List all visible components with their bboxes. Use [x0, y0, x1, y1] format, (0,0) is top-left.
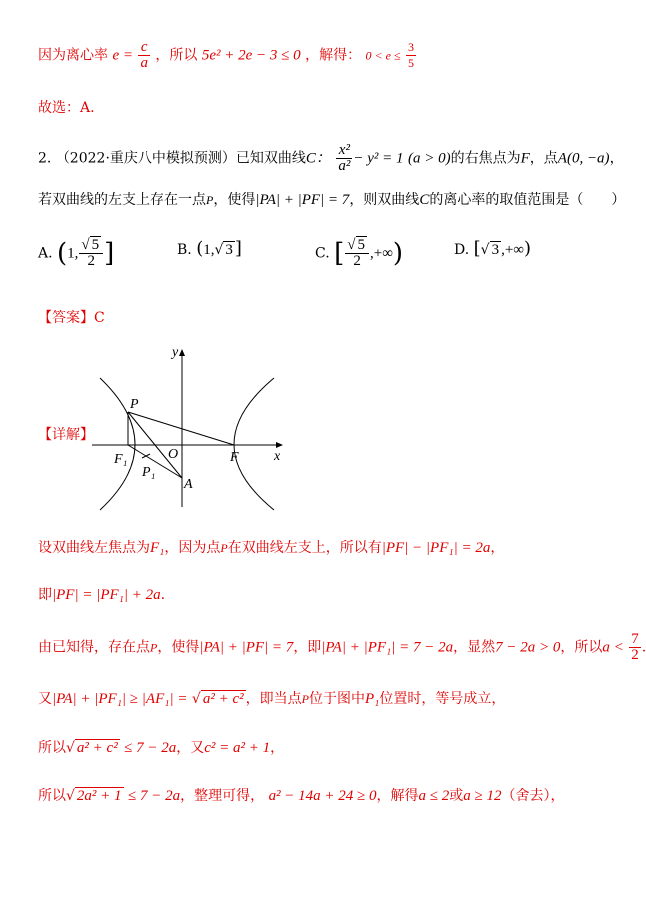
fraction-7-over-2 [629, 632, 641, 663]
answer-label: 【答案】 [38, 310, 94, 326]
math-eq: a ≤ 2 [418, 788, 450, 804]
option-a-label: A. [38, 245, 53, 262]
math-e-eq: e = [112, 47, 133, 64]
problem-source: （2022·重庆八中模拟预测） [55, 150, 236, 167]
math-eq: |PA| + |PF| = 7 [199, 639, 294, 656]
bracket: ] [104, 238, 115, 269]
text: ，又 [176, 740, 205, 756]
numerator: 7 [631, 631, 639, 647]
radicand: 5 [357, 237, 366, 253]
denominator: a [140, 55, 148, 71]
text: ，使得 [157, 639, 200, 656]
text: 又 [38, 691, 52, 707]
label-P1: P₁ [142, 465, 156, 480]
math-A-point: A(0, −a) [557, 150, 610, 167]
text: ，解得： [305, 47, 362, 64]
option-d-label: D. [454, 242, 470, 258]
math-eq: ≤ 7 − 2a [124, 740, 177, 756]
text: 的离心率的取值范围是（ ） [429, 192, 626, 208]
text: 在双曲线左支上，所以有 [227, 540, 382, 556]
text: . [641, 639, 646, 656]
text: ，因为点 [164, 540, 221, 556]
text: ， [609, 150, 624, 167]
math-eq: ≤ 7 − 2a [128, 788, 181, 804]
math-eq: 7 − 2a > 0 [495, 639, 561, 656]
radicand: a² + c² [202, 691, 244, 707]
text: 或 [449, 788, 464, 804]
option-b-label: B. [177, 242, 192, 258]
solution-line-1 [38, 537, 504, 557]
text: 即 [38, 587, 52, 603]
label-F: F [230, 450, 239, 465]
text: ，显然 [453, 639, 496, 656]
math-eq: |PF| = |PF₁| + 2a [52, 587, 161, 603]
segment-PF [128, 412, 234, 445]
solution-line-6: 所以√ 2a² + 1 ≤ 7 − 2a，整理可得， a² − 14a + 24 ≥ 0，解得a ≤ 2或a ≥ 12（舍去）， [38, 788, 565, 804]
math-result: 0 < e ≤ [365, 48, 401, 63]
fraction-c-over-a [138, 40, 150, 71]
math-C: C： [305, 150, 331, 167]
denominator: 2 [631, 647, 639, 663]
radicand: 3 [491, 242, 500, 258]
text: . [160, 587, 166, 603]
radicand: a² + c² [76, 740, 118, 756]
top-solution-line [38, 40, 417, 71]
hyperbola-right-branch [234, 378, 274, 510]
text: 所以 [38, 740, 66, 756]
choice-line: 故选：A. [38, 100, 95, 116]
math-F1: F₁ [150, 540, 165, 556]
option-c-right: ,+∞ [370, 245, 393, 262]
fraction-3-over-5 [406, 40, 416, 71]
bracket: ( [57, 238, 68, 269]
math-P: P [150, 640, 158, 655]
label-A: A [184, 477, 193, 492]
text: ，点 [529, 150, 558, 167]
math-a-lt: a < [602, 639, 624, 656]
text: ，解得 [376, 788, 419, 804]
label-F1: F₁ [114, 452, 128, 467]
option-d[interactable]: D. [√ 3 ,+∞) [454, 238, 532, 259]
denominator: 2 [87, 253, 96, 269]
numerator: 3 [408, 40, 415, 54]
radicand: 5 [91, 237, 100, 253]
text: ，则双曲线 [349, 192, 420, 208]
option-b[interactable]: B. (1,√ 3 ] [177, 238, 242, 259]
numerator: √ 5 [345, 238, 369, 254]
option-d-right: ,+∞ [501, 242, 524, 258]
fraction-x2-over-a2 [336, 143, 352, 174]
denominator: 2 [353, 253, 361, 269]
math-F: F [520, 150, 530, 167]
math-C: C [419, 192, 430, 208]
problem-line-2 [38, 189, 625, 209]
text: 因为离心率 [38, 47, 108, 64]
label-y: y [172, 345, 179, 360]
text: ，所以 [155, 47, 198, 64]
answer-line [38, 307, 105, 327]
text: 由已知得，存在点 [38, 639, 150, 656]
text: ， [490, 540, 505, 556]
fraction-sqrt5-over-2 [79, 238, 103, 269]
option-b-left: 1, [203, 242, 215, 258]
text: ，即当点 [245, 691, 302, 707]
problem-line-1 [38, 143, 624, 174]
numerator: c [138, 40, 150, 56]
problem-number: 2. [38, 150, 52, 167]
math-inequality: 5e² + 2e − 3 ≤ 0 [201, 47, 301, 64]
math-eq: |PA| + |PF₁| ≥ |AF₁| = [52, 691, 188, 707]
text: ，即 [293, 639, 322, 656]
numerator: x² [336, 143, 352, 159]
math-eq: a² − 14a + 24 ≥ 0 [268, 788, 377, 804]
text: 若双曲线的左支上存在一点 [38, 192, 206, 208]
bracket: ] [234, 238, 242, 259]
math-minus-y2: − y² = 1 [353, 150, 404, 167]
numerator: √ 5 [79, 238, 103, 254]
math-P: P [206, 193, 214, 207]
denominator: 5 [408, 56, 415, 70]
text: ， [270, 740, 285, 756]
text: ，使得 [213, 192, 256, 208]
solution-line-5: 所以√ a² + c² ≤ 7 − 2a，又c² = a² + 1， [38, 740, 285, 756]
math-condition-2: |PA| + |PF| = 7 [255, 192, 350, 208]
radicand: 3 [225, 242, 233, 258]
hyperbola-diagram [92, 342, 292, 512]
math-P: P [301, 692, 309, 706]
text: ，所以 [560, 639, 603, 656]
solution-line-2 [38, 584, 165, 604]
bracket: ) [392, 238, 404, 269]
answer-value: C [94, 310, 105, 326]
math-P: P [220, 541, 228, 555]
text: 的右焦点为 [450, 150, 521, 167]
option-a[interactable] [38, 238, 114, 269]
math-eq: |PA| + |PF₁| = 7 − 2a [321, 639, 454, 656]
solution-line-3 [38, 632, 646, 663]
math-P1: P₁ [364, 691, 380, 707]
text: 位置时，等号成立， [379, 691, 506, 707]
text: ，整理可得， [180, 788, 265, 804]
bracket: ( [196, 238, 204, 259]
text: 已知双曲线 [235, 150, 306, 167]
option-a-left: 1, [67, 245, 79, 262]
math-condition: (a > 0) [407, 150, 451, 167]
bracket: [ [334, 238, 345, 269]
bracket: ) [524, 238, 532, 259]
text: 设双曲线左焦点为 [38, 540, 150, 556]
denominator: a² [338, 158, 351, 174]
option-c-label: C. [315, 245, 330, 262]
label-x: x [274, 449, 281, 464]
solution-line-4: 又|PA| + |PF₁| ≥ |AF₁| = √ a² + c² ，即当点P位于图中P₁位置时，等号成立， [38, 691, 506, 707]
text: 所以 [38, 788, 66, 804]
math-eq: a ≥ 12 [463, 788, 502, 804]
detail-label: 【详解】 [38, 427, 94, 443]
radicand: 2a² + 1 [76, 788, 122, 804]
math-eq: |PF| − |PF₁| = 2a [381, 540, 491, 556]
label-O: O [168, 447, 179, 462]
label-P: P [130, 397, 139, 412]
bracket: [ [473, 238, 481, 259]
math-eq: c² = a² + 1 [204, 740, 271, 756]
text: （舍去）， [501, 788, 565, 804]
text: 位于图中 [308, 691, 365, 707]
option-c[interactable] [315, 238, 403, 269]
fraction-sqrt5-over-2 [345, 238, 369, 269]
